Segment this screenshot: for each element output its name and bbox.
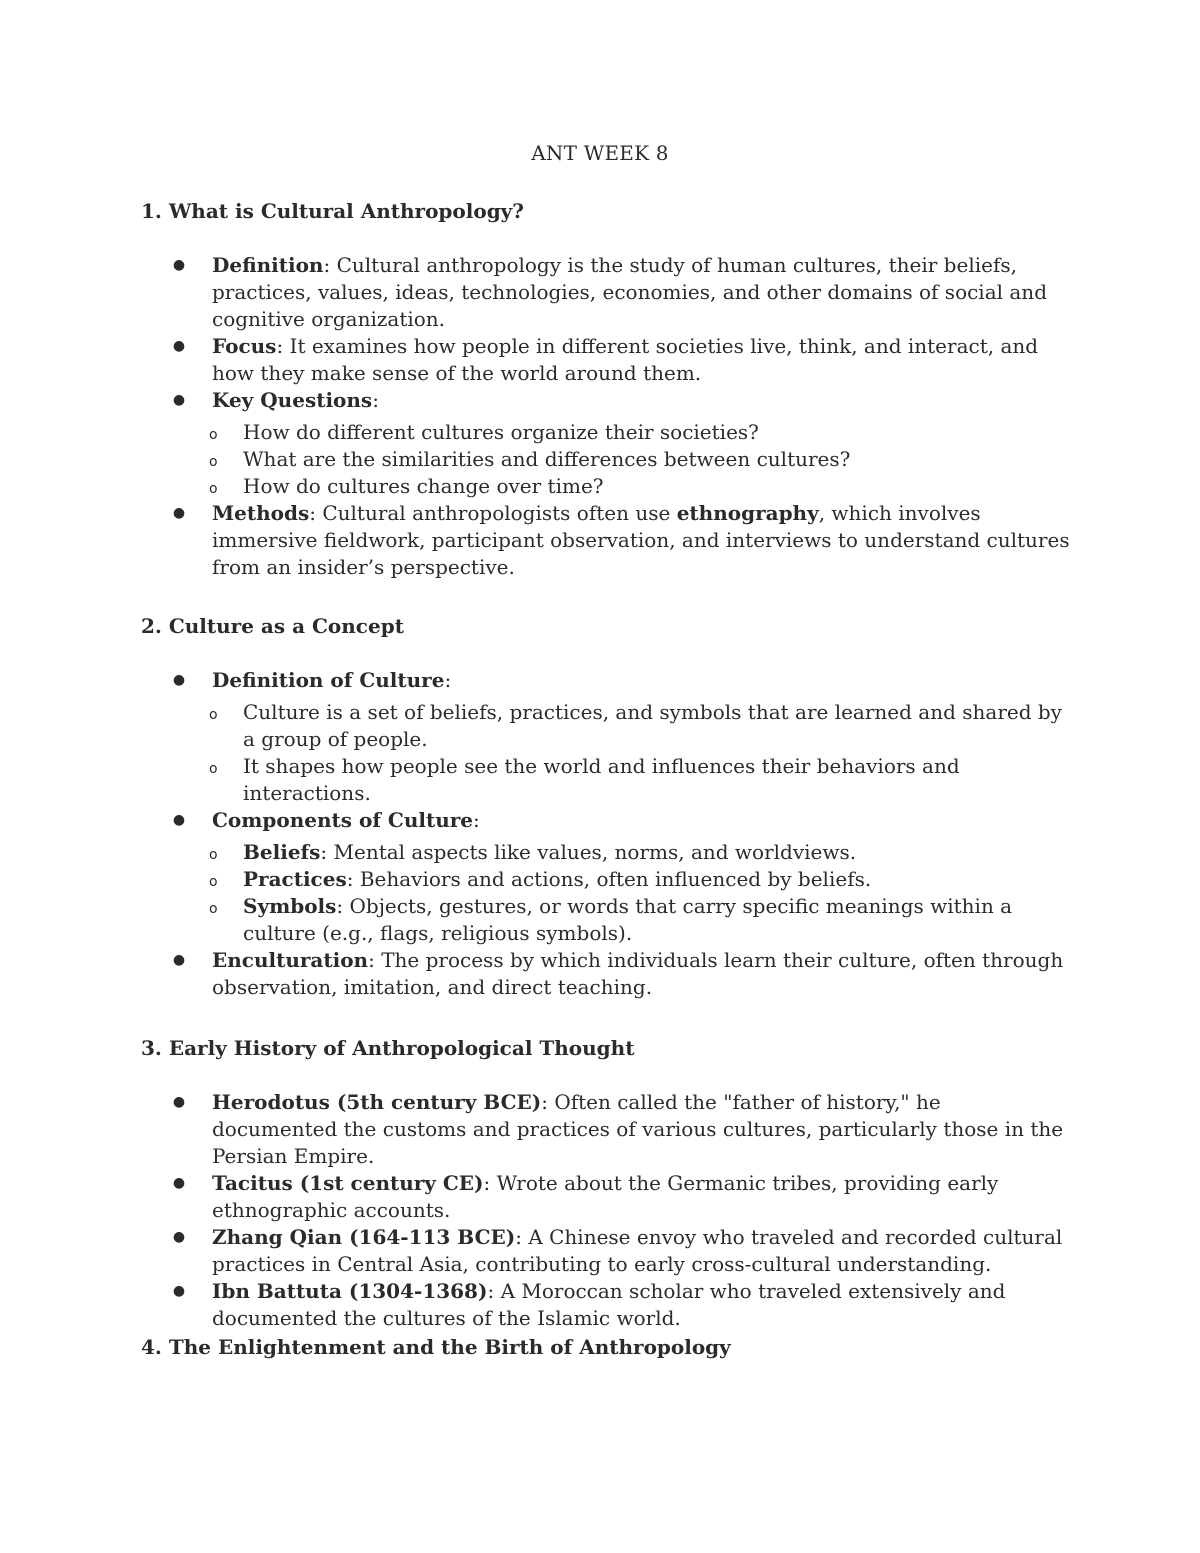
item-text: How do different cultures organize their societies?	[243, 420, 759, 444]
bullet-icon: ●	[172, 338, 186, 354]
item-text: It examines how people in different societies live, think, and interact, and how they make sense of the world around them.	[212, 334, 1039, 385]
term: Definition	[212, 253, 324, 277]
item-text: Culture is a set of beliefs, practices, and symbols that are learned and shared by a group of people.	[243, 700, 1062, 751]
section-heading: 1. What is Cultural Anthropology?	[141, 199, 525, 223]
item-text: , which involves immersive fieldwork, participant observation, and interviews to understand cultures from an insider’s perspective.	[212, 501, 1070, 579]
sub-list-item	[132, 446, 1072, 473]
sub-list-item	[132, 473, 1072, 500]
list-item	[172, 1089, 1072, 1170]
item-text: How do cultures change over time?	[243, 474, 604, 498]
item-text: : Behaviors and actions, often influenced by beliefs.	[346, 867, 872, 891]
separator: :	[309, 501, 323, 525]
term: Key Questions	[212, 388, 373, 412]
separator: :	[276, 334, 290, 358]
separator: :	[541, 1090, 555, 1114]
circle-bullet-icon: o	[209, 454, 218, 470]
circle-bullet-icon: o	[209, 761, 218, 777]
bullet-icon: ●	[172, 952, 186, 968]
item-text: : Mental aspects like values, norms, and worldviews.	[320, 840, 857, 864]
item-text: A Chinese envoy who traveled and recorded cultural practices in Central Asia, contributing to early cross-cultural understanding.	[212, 1225, 1063, 1276]
sub-list-item	[132, 699, 1072, 753]
bullet-icon: ●	[172, 392, 186, 408]
key-term: ethnography	[676, 501, 819, 525]
bullet-icon: ●	[172, 672, 186, 688]
separator: :	[515, 1225, 529, 1249]
list-item	[172, 667, 1072, 694]
list-item	[172, 500, 1072, 581]
bullet-icon: ●	[172, 1094, 186, 1110]
section-3-list	[172, 1089, 1072, 1332]
list-item	[172, 1224, 1072, 1278]
item-text: Wrote about the Germanic tribes, providing early ethnographic accounts.	[212, 1171, 999, 1222]
list-item	[172, 252, 1072, 333]
list-item	[172, 947, 1072, 1001]
list-item	[172, 387, 1072, 414]
list-item	[172, 1170, 1072, 1224]
item-text: Often called the "father of history," he documented the customs and practices of various cultures, particularly those in the Persian Empire.	[212, 1090, 1064, 1168]
bullet-icon: ●	[172, 1175, 186, 1191]
bullet-icon: ●	[172, 1229, 186, 1245]
term: Zhang Qian (164-113 BCE)	[212, 1225, 516, 1249]
item-text: What are the similarities and differences between cultures?	[243, 447, 851, 471]
separator: :	[483, 1171, 497, 1195]
sub-list-item	[132, 893, 1072, 947]
term: Ibn Battuta (1304-1368)	[212, 1279, 488, 1303]
list-item	[172, 333, 1072, 387]
circle-bullet-icon: o	[209, 707, 218, 723]
item-text: : Objects, gestures, or words that carry specific meanings within a culture (e.g., flags, religious symbols).	[243, 894, 1013, 945]
sub-list-item	[132, 866, 1072, 893]
term: Symbols	[243, 894, 337, 918]
separator: :	[323, 253, 337, 277]
circle-bullet-icon: o	[209, 481, 218, 497]
term: Herodotus (5th century BCE)	[212, 1090, 542, 1114]
section-1-list	[172, 252, 1072, 581]
term: Components of Culture	[212, 808, 474, 832]
item-text: The process by which individuals learn their culture, often through observation, imitation, and direct teaching.	[212, 948, 1064, 999]
sub-list-item	[132, 839, 1072, 866]
bullet-icon: ●	[172, 812, 186, 828]
separator: :	[473, 808, 480, 832]
separator: :	[487, 1279, 501, 1303]
separator: :	[368, 948, 382, 972]
term: Tacitus (1st century CE)	[212, 1171, 484, 1195]
separator: :	[372, 388, 379, 412]
bullet-icon: ●	[172, 257, 186, 273]
term: Practices	[243, 867, 347, 891]
page-title: ANT WEEK 8	[531, 141, 669, 165]
term: Focus	[212, 334, 277, 358]
separator: :	[444, 668, 452, 692]
sub-list-item	[132, 419, 1072, 446]
term: Methods	[212, 501, 310, 525]
term: Beliefs	[243, 840, 321, 864]
item-text: Cultural anthropologists often use	[322, 501, 677, 525]
section-heading: 4. The Enlightenment and the Birth of Anthropology	[141, 1335, 731, 1359]
section-heading: 2. Culture as a Concept	[141, 614, 404, 638]
circle-bullet-icon: o	[209, 874, 218, 890]
item-text: A Moroccan scholar who traveled extensively and documented the cultures of the Islamic world.	[212, 1279, 1006, 1330]
list-item	[172, 1278, 1072, 1332]
sub-list-item	[132, 753, 1072, 807]
list-item	[172, 807, 1072, 834]
circle-bullet-icon: o	[209, 901, 218, 917]
item-text: Cultural anthropology is the study of human cultures, their beliefs, practices, values, ideas, technologies, economies, and other domains of social and cognitive organization.	[212, 253, 1047, 331]
section-heading: 3. Early History of Anthropological Thought	[141, 1036, 635, 1060]
bullet-icon: ●	[172, 505, 186, 521]
circle-bullet-icon: o	[209, 847, 218, 863]
circle-bullet-icon: o	[209, 427, 218, 443]
item-text: It shapes how people see the world and influences their behaviors and interactions.	[243, 754, 960, 805]
term: Enculturation	[212, 948, 369, 972]
section-2-list	[172, 667, 1072, 1001]
term: Definition of Culture	[212, 668, 445, 692]
bullet-icon: ●	[172, 1283, 186, 1299]
